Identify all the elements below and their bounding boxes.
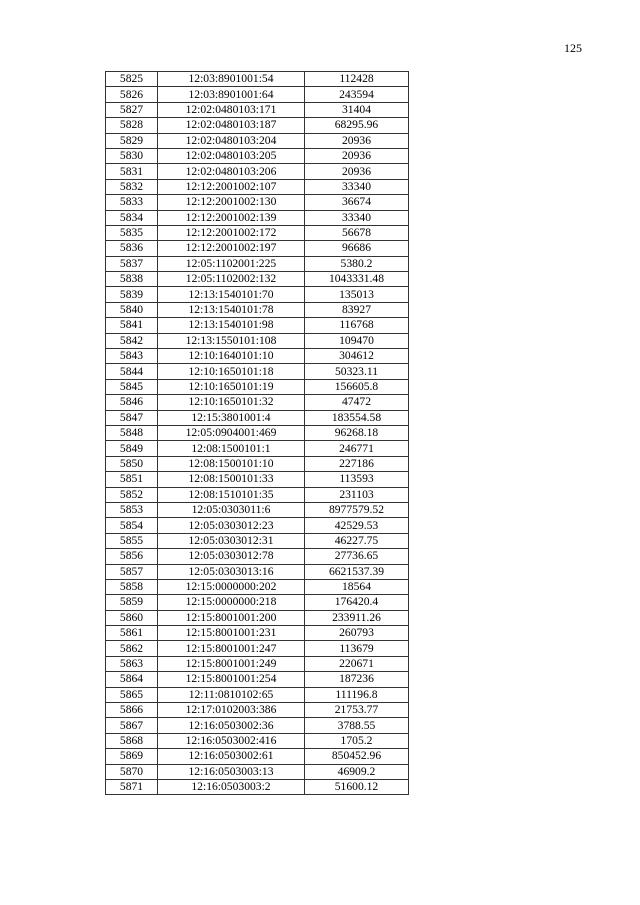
row-number-cell: 5840 <box>106 302 158 317</box>
value-cell: 156605.8 <box>305 379 409 394</box>
cadastral-number-cell: 12:15:8001001:200 <box>158 610 305 625</box>
table-row <box>106 318 409 333</box>
row-number-cell: 5856 <box>106 549 158 564</box>
table-row <box>106 733 409 748</box>
cadastral-number-cell: 12:02:0480103:204 <box>158 133 305 148</box>
table-row <box>106 610 409 625</box>
table-row <box>106 518 409 533</box>
cadastral-number-cell: 12:13:1540101:78 <box>158 302 305 317</box>
value-cell: 304612 <box>305 349 409 364</box>
cadastral-number-cell: 12:13:1540101:98 <box>158 318 305 333</box>
value-cell: 1043331.48 <box>305 272 409 287</box>
row-number-cell: 5825 <box>106 72 158 87</box>
value-cell: 20936 <box>305 148 409 163</box>
table-row <box>106 579 409 594</box>
value-cell: 33340 <box>305 210 409 225</box>
cadastral-number-cell: 12:05:0303012:78 <box>158 549 305 564</box>
row-number-cell: 5833 <box>106 195 158 210</box>
data-table <box>105 71 409 795</box>
cadastral-number-cell: 12:05:0303012:31 <box>158 533 305 548</box>
value-cell: 31404 <box>305 102 409 117</box>
cadastral-number-cell: 12:13:1540101:70 <box>158 287 305 302</box>
table-body <box>106 72 409 795</box>
table-row <box>106 302 409 317</box>
table-row <box>106 179 409 194</box>
row-number-cell: 5861 <box>106 626 158 641</box>
value-cell: 96268.18 <box>305 425 409 440</box>
value-cell: 51600.12 <box>305 779 409 794</box>
row-number-cell: 5870 <box>106 764 158 779</box>
value-cell: 83927 <box>305 302 409 317</box>
table-row <box>106 502 409 517</box>
cadastral-number-cell: 12:11:0810102:65 <box>158 687 305 702</box>
row-number-cell: 5835 <box>106 225 158 240</box>
row-number-cell: 5853 <box>106 502 158 517</box>
value-cell: 18564 <box>305 579 409 594</box>
row-number-cell: 5829 <box>106 133 158 148</box>
row-number-cell: 5834 <box>106 210 158 225</box>
row-number-cell: 5869 <box>106 749 158 764</box>
cadastral-number-cell: 12:03:8901001:64 <box>158 87 305 102</box>
value-cell: 260793 <box>305 626 409 641</box>
value-cell: 176420.4 <box>305 595 409 610</box>
row-number-cell: 5837 <box>106 256 158 271</box>
table-row <box>106 626 409 641</box>
value-cell: 233911.26 <box>305 610 409 625</box>
value-cell: 227186 <box>305 456 409 471</box>
value-cell: 220671 <box>305 656 409 671</box>
cadastral-number-cell: 12:15:0000000:218 <box>158 595 305 610</box>
cadastral-number-cell: 12:15:8001001:254 <box>158 672 305 687</box>
row-number-cell: 5836 <box>106 241 158 256</box>
row-number-cell: 5848 <box>106 425 158 440</box>
table-row <box>106 195 409 210</box>
value-cell: 5380.2 <box>305 256 409 271</box>
value-cell: 3788.55 <box>305 718 409 733</box>
table-row <box>106 672 409 687</box>
value-cell: 56678 <box>305 225 409 240</box>
row-number-cell: 5839 <box>106 287 158 302</box>
value-cell: 50323.11 <box>305 364 409 379</box>
cadastral-number-cell: 12:05:0303013:16 <box>158 564 305 579</box>
row-number-cell: 5860 <box>106 610 158 625</box>
cadastral-number-cell: 12:15:8001001:247 <box>158 641 305 656</box>
row-number-cell: 5859 <box>106 595 158 610</box>
value-cell: 27736.65 <box>305 549 409 564</box>
table-row <box>106 164 409 179</box>
cadastral-number-cell: 12:16:0503002:61 <box>158 749 305 764</box>
cadastral-number-cell: 12:12:2001002:107 <box>158 179 305 194</box>
table-row <box>106 364 409 379</box>
row-number-cell: 5857 <box>106 564 158 579</box>
cadastral-number-cell: 12:02:0480103:205 <box>158 148 305 163</box>
cadastral-number-cell: 12:12:2001002:197 <box>158 241 305 256</box>
row-number-cell: 5865 <box>106 687 158 702</box>
value-cell: 187236 <box>305 672 409 687</box>
table-row <box>106 148 409 163</box>
row-number-cell: 5849 <box>106 441 158 456</box>
table-row <box>106 703 409 718</box>
table-row <box>106 102 409 117</box>
row-number-cell: 5866 <box>106 703 158 718</box>
value-cell: 68295.96 <box>305 118 409 133</box>
value-cell: 109470 <box>305 333 409 348</box>
row-number-cell: 5855 <box>106 533 158 548</box>
row-number-cell: 5862 <box>106 641 158 656</box>
row-number-cell: 5854 <box>106 518 158 533</box>
value-cell: 47472 <box>305 395 409 410</box>
table-row <box>106 379 409 394</box>
value-cell: 135013 <box>305 287 409 302</box>
table-row <box>106 687 409 702</box>
row-number-cell: 5842 <box>106 333 158 348</box>
row-number-cell: 5847 <box>106 410 158 425</box>
cadastral-number-cell: 12:08:1500101:33 <box>158 472 305 487</box>
table-row <box>106 210 409 225</box>
value-cell: 113679 <box>305 641 409 656</box>
row-number-cell: 5868 <box>106 733 158 748</box>
row-number-cell: 5850 <box>106 456 158 471</box>
table-row <box>106 595 409 610</box>
value-cell: 113593 <box>305 472 409 487</box>
cadastral-number-cell: 12:02:0480103:171 <box>158 102 305 117</box>
cadastral-number-cell: 12:03:8901001:54 <box>158 72 305 87</box>
table-row <box>106 87 409 102</box>
cadastral-number-cell: 12:10:1650101:19 <box>158 379 305 394</box>
cadastral-number-cell: 12:05:0303012:23 <box>158 518 305 533</box>
cadastral-number-cell: 12:05:0303011:6 <box>158 502 305 517</box>
cadastral-number-cell: 12:12:2001002:130 <box>158 195 305 210</box>
row-number-cell: 5863 <box>106 656 158 671</box>
cadastral-number-cell: 12:15:8001001:249 <box>158 656 305 671</box>
table-row <box>106 72 409 87</box>
row-number-cell: 5843 <box>106 349 158 364</box>
value-cell: 36674 <box>305 195 409 210</box>
cadastral-number-cell: 12:17:0102003:386 <box>158 703 305 718</box>
row-number-cell: 5830 <box>106 148 158 163</box>
cadastral-number-cell: 12:05:1102001:225 <box>158 256 305 271</box>
value-cell: 231103 <box>305 487 409 502</box>
table-row <box>106 441 409 456</box>
row-number-cell: 5828 <box>106 118 158 133</box>
cadastral-number-cell: 12:15:0000000:202 <box>158 579 305 594</box>
value-cell: 46909.2 <box>305 764 409 779</box>
cadastral-number-cell: 12:05:1102002:132 <box>158 272 305 287</box>
value-cell: 96686 <box>305 241 409 256</box>
table-row <box>106 425 409 440</box>
row-number-cell: 5827 <box>106 102 158 117</box>
value-cell: 1705.2 <box>305 733 409 748</box>
cadastral-number-cell: 12:12:2001002:172 <box>158 225 305 240</box>
value-cell: 8977579.52 <box>305 502 409 517</box>
cadastral-number-cell: 12:08:1500101:10 <box>158 456 305 471</box>
cadastral-number-cell: 12:02:0480103:187 <box>158 118 305 133</box>
cadastral-number-cell: 12:08:1510101:35 <box>158 487 305 502</box>
table-row <box>106 533 409 548</box>
page-number: 125 <box>564 41 582 55</box>
row-number-cell: 5841 <box>106 318 158 333</box>
value-cell: 46227.75 <box>305 533 409 548</box>
cadastral-number-cell: 12:02:0480103:206 <box>158 164 305 179</box>
value-cell: 246771 <box>305 441 409 456</box>
row-number-cell: 5871 <box>106 779 158 794</box>
table-row <box>106 225 409 240</box>
cadastral-number-cell: 12:16:0503002:36 <box>158 718 305 733</box>
table-row <box>106 241 409 256</box>
table-row <box>106 487 409 502</box>
row-number-cell: 5826 <box>106 87 158 102</box>
value-cell: 112428 <box>305 72 409 87</box>
value-cell: 33340 <box>305 179 409 194</box>
table-row <box>106 118 409 133</box>
value-cell: 243594 <box>305 87 409 102</box>
cadastral-number-cell: 12:13:1550101:108 <box>158 333 305 348</box>
table-row <box>106 656 409 671</box>
cadastral-number-cell: 12:16:0503002:416 <box>158 733 305 748</box>
value-cell: 21753.77 <box>305 703 409 718</box>
cadastral-number-cell: 12:10:1640101:10 <box>158 349 305 364</box>
table-row <box>106 272 409 287</box>
value-cell: 6621537.39 <box>305 564 409 579</box>
cadastral-number-cell: 12:10:1650101:18 <box>158 364 305 379</box>
cadastral-number-cell: 12:08:1500101:1 <box>158 441 305 456</box>
table-row <box>106 333 409 348</box>
row-number-cell: 5858 <box>106 579 158 594</box>
table-row <box>106 287 409 302</box>
value-cell: 20936 <box>305 133 409 148</box>
table-row <box>106 749 409 764</box>
table-row <box>106 133 409 148</box>
table-row <box>106 456 409 471</box>
cadastral-number-cell: 12:15:3801001:4 <box>158 410 305 425</box>
row-number-cell: 5846 <box>106 395 158 410</box>
table-row <box>106 256 409 271</box>
row-number-cell: 5864 <box>106 672 158 687</box>
cadastral-number-cell: 12:10:1650101:32 <box>158 395 305 410</box>
table-row <box>106 472 409 487</box>
value-cell: 850452.96 <box>305 749 409 764</box>
row-number-cell: 5831 <box>106 164 158 179</box>
value-cell: 116768 <box>305 318 409 333</box>
row-number-cell: 5852 <box>106 487 158 502</box>
table-row <box>106 764 409 779</box>
value-cell: 111196.8 <box>305 687 409 702</box>
cadastral-number-cell: 12:15:8001001:231 <box>158 626 305 641</box>
row-number-cell: 5845 <box>106 379 158 394</box>
row-number-cell: 5867 <box>106 718 158 733</box>
value-cell: 183554.58 <box>305 410 409 425</box>
cadastral-number-cell: 12:05:0904001:469 <box>158 425 305 440</box>
row-number-cell: 5844 <box>106 364 158 379</box>
row-number-cell: 5838 <box>106 272 158 287</box>
value-cell: 20936 <box>305 164 409 179</box>
table-row <box>106 395 409 410</box>
cadastral-number-cell: 12:12:2001002:139 <box>158 210 305 225</box>
table-row <box>106 549 409 564</box>
table-row <box>106 410 409 425</box>
table-row <box>106 718 409 733</box>
table-row <box>106 349 409 364</box>
table-row <box>106 564 409 579</box>
row-number-cell: 5832 <box>106 179 158 194</box>
cadastral-number-cell: 12:16:0503003:13 <box>158 764 305 779</box>
table-row <box>106 641 409 656</box>
table-row <box>106 779 409 794</box>
cadastral-number-cell: 12:16:0503003:2 <box>158 779 305 794</box>
row-number-cell: 5851 <box>106 472 158 487</box>
value-cell: 42529.53 <box>305 518 409 533</box>
